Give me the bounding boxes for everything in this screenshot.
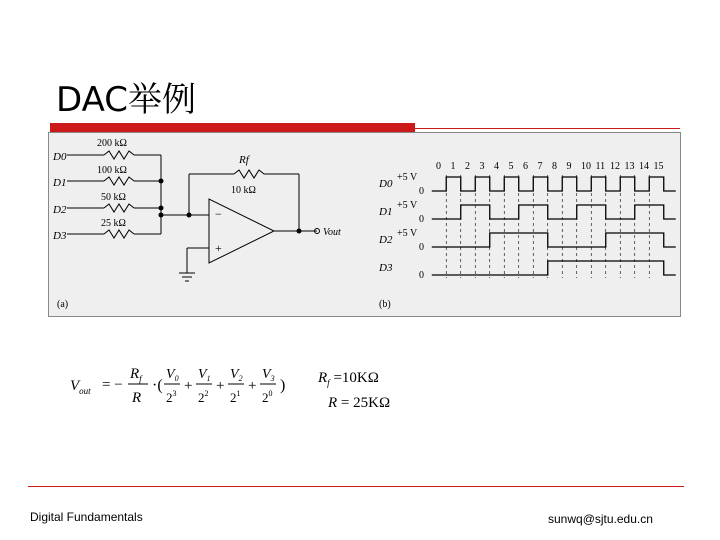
signal-high-label: +5 V [397, 172, 418, 183]
slide-title: DAC举例 [56, 80, 196, 120]
svg-text:20: $2^0$ [262, 389, 273, 405]
timing-diagram [378, 161, 676, 281]
signal-waveform [432, 233, 676, 247]
opamp-minus: − [215, 207, 222, 221]
feedback-value: 10 kΩ [231, 185, 256, 196]
opamp-plus: + [215, 241, 222, 255]
feedback-label: Rf [239, 154, 249, 166]
dac-figure-svg [49, 133, 680, 316]
input-label-d0: D0 [53, 151, 67, 163]
formula-vout: $V_{out}$ [70, 378, 91, 396]
count-label: 13 [624, 161, 635, 172]
resistor-label-50k: 50 kΩ [101, 192, 126, 203]
output-label: Vout [323, 227, 341, 238]
svg-text:V0: $V_0$ [166, 367, 179, 383]
formula-r: R [132, 390, 142, 406]
count-label: 11 [595, 161, 606, 172]
svg-text:+: + [216, 378, 225, 394]
count-label: 4 [494, 161, 499, 172]
signal-name: D2 [379, 234, 393, 246]
svg-text:+: + [184, 378, 193, 394]
signal-low-label: 0 [419, 242, 424, 253]
signal-high-label: +5 V [397, 228, 418, 239]
signal-low-label: 0 [419, 270, 424, 281]
svg-text:V3: $V_3$ [262, 367, 275, 383]
resistor-label-100k: 100 kΩ [97, 165, 127, 176]
signal-name: D3 [379, 262, 393, 274]
signal-waveform [432, 261, 676, 275]
signal-name: D1 [379, 206, 393, 218]
formula-equals: = − [102, 377, 123, 393]
formula-terms [164, 367, 285, 405]
count-label: 5 [508, 161, 514, 172]
count-label: 15 [653, 161, 664, 172]
count-label: 12 [610, 161, 620, 172]
signal-high-label: +5 V [397, 200, 418, 211]
input-label-d1: D1 [53, 177, 67, 189]
formula-rf-value: $R_f =10K\Omega$ [318, 370, 379, 388]
count-label: 0 [436, 161, 441, 172]
signal-low-label: 0 [419, 214, 424, 225]
count-label: 8 [552, 161, 557, 172]
signal-low-label: 0 [419, 186, 424, 197]
caption-a: (a) [57, 299, 69, 310]
dac-figure [48, 132, 681, 317]
footer-rule [28, 486, 684, 487]
count-label: 9 [566, 161, 572, 172]
svg-text:+: + [248, 378, 257, 394]
count-label: 6 [523, 161, 528, 172]
signal-waveform [432, 205, 676, 219]
count-label: 3 [479, 161, 485, 172]
svg-text:21: $2^1$ [230, 389, 241, 405]
formula-rf: $R_f$ [130, 366, 142, 384]
count-label: 7 [537, 161, 543, 172]
formula-dot: ·( [152, 377, 163, 394]
footer-course-name: Digital Fundamentals [30, 510, 143, 524]
title-accent-bar [50, 123, 415, 132]
caption-b: (b) [379, 299, 391, 310]
svg-text:V2: $V_2$ [230, 367, 243, 383]
signal-name: D0 [379, 178, 393, 190]
signal-waveform [432, 177, 676, 191]
input-label-d2: D2 [53, 204, 67, 216]
svg-text:22: $2^2$ [198, 389, 209, 405]
resistor-label-200k: 200 kΩ [97, 138, 127, 149]
svg-text:23: $2^3$ [166, 389, 177, 405]
formula-block [66, 362, 486, 422]
count-label: 1 [450, 161, 456, 172]
footer-email: sunwq@sjtu.edu.cn [548, 512, 653, 526]
input-label-d3: D3 [53, 230, 67, 242]
count-label: 14 [639, 161, 649, 172]
svg-text:): ) [280, 377, 286, 394]
formula-svg [66, 362, 486, 422]
formula-r-value: R = 25KΩ [328, 395, 391, 411]
title-accent-line [415, 128, 680, 129]
resistor-label-25k: 25 kΩ [101, 218, 126, 229]
count-label: 10 [581, 161, 591, 172]
count-label: 2 [465, 161, 470, 172]
svg-text:V1: $V_1$ [198, 367, 211, 383]
